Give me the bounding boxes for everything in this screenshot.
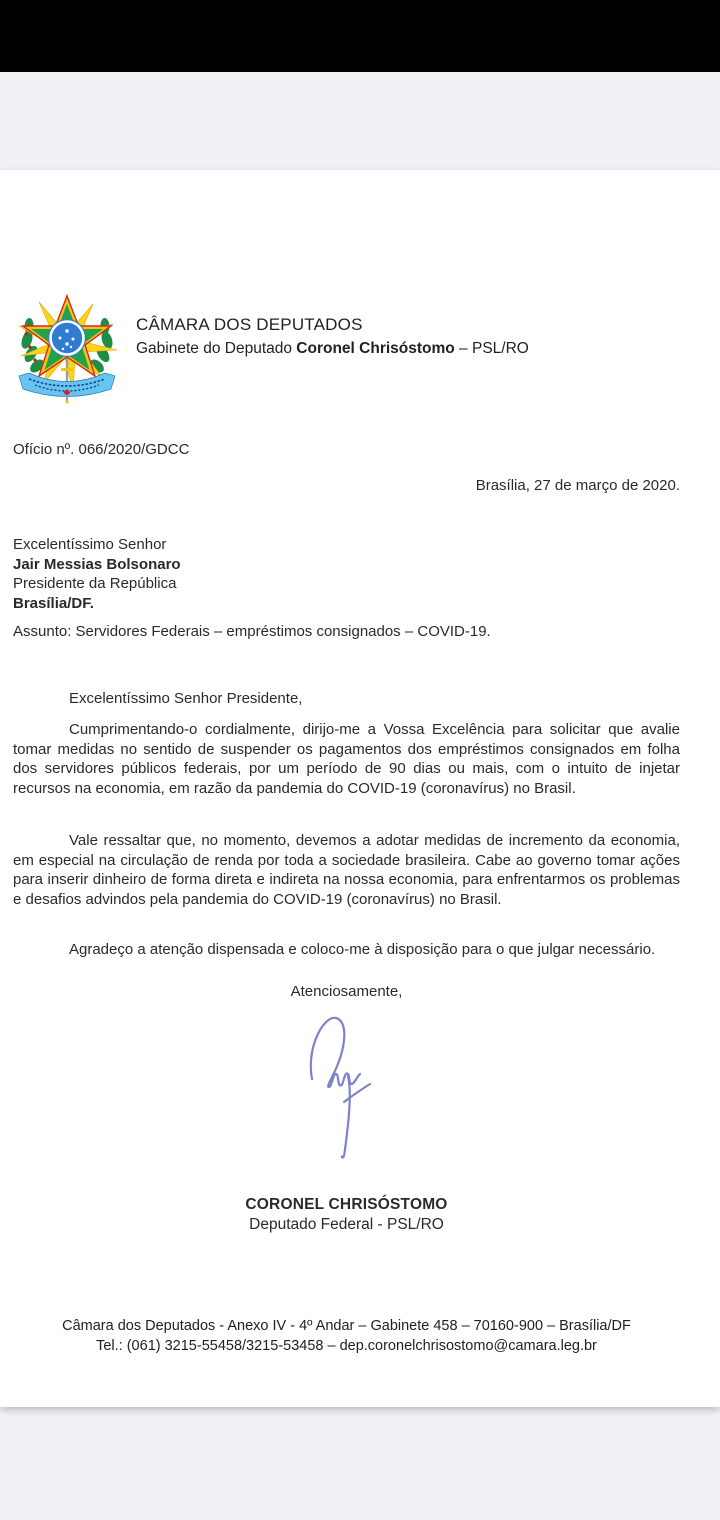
body-paragraph: Agradeço a atenção dispensada e coloco-me à disposição para o que julgar necessário. <box>69 941 656 958</box>
letter-footer <box>13 1316 680 1356</box>
addressee-salutation: Excelentíssimo Senhor <box>13 536 167 553</box>
closing-word: Atenciosamente, <box>290 983 403 1000</box>
addressee-name: Jair Messias Bolsonaro <box>13 555 181 573</box>
addressee-city: Brasília/DF. <box>13 594 94 612</box>
body-salutation: Excelentíssimo Senhor Presidente, <box>69 690 303 707</box>
dateline: Brasília, 27 de março de 2020. <box>475 477 680 494</box>
document-page <box>0 170 720 1407</box>
addressee-title: Presidente da República <box>13 575 177 592</box>
body-paragraph: Vale ressaltar que, no momento, devemos a adotar medidas de incremento da economia, em especial na circulação de renda por toda a sociedade brasileira. Cabe ao governo tomar ações para inserir dinheiro de forma direta e indireta na nossa economia, para enfrentarmos os problemas e desafios advindos pela pandemia do COVID-19 (coronavírus) no Brasil. <box>13 832 680 908</box>
office-line <box>136 340 529 358</box>
letterhead <box>136 315 529 358</box>
document-reference: Ofício nº. 066/2020/GDCC <box>13 441 190 458</box>
subject-line: Assunto: Servidores Federais – empréstimos consignados – COVID-19. <box>13 623 491 640</box>
body-paragraph: Cumprimentando-o cordialmente, dirijo-me a Vossa Excelência para solicitar que avalie tomar medidas no sentido de suspender os pagamentos dos empréstimos consignados em folha dos servidores públicos federais, por um período de 90 dias ou mais, com o intuito de injetar recursos na economia, em razão da pandemia do COVID-19 (coronavírus) no Brasil. <box>13 721 680 797</box>
office-prefix: Gabinete do Deputado <box>136 340 297 357</box>
footer-address: Câmara dos Deputados - Anexo IV - 4º Andar – Gabinete 458 – 70160-900 – Brasília/DF <box>62 1318 631 1334</box>
brazil-coat-of-arms-icon <box>15 294 119 404</box>
handwritten-signature-icon <box>298 1013 382 1165</box>
deputy-name: Coronel Chrisóstomo <box>296 340 455 357</box>
office-suffix: – PSL/RO <box>454 340 529 357</box>
signature-area <box>13 1013 680 1165</box>
signer-title: Deputado Federal - PSL/RO <box>249 1216 444 1233</box>
addressee-block <box>13 535 680 613</box>
signer-name: CORONEL CHRISÓSTOMO <box>245 1196 448 1213</box>
top-status-bar <box>0 0 720 72</box>
org-name: CÂMARA DOS DEPUTADOS <box>136 315 363 334</box>
footer-contact: Tel.: (061) 3215-55458/3215-53458 – dep.coronelchrisostomo@camara.leg.br <box>96 1338 597 1354</box>
